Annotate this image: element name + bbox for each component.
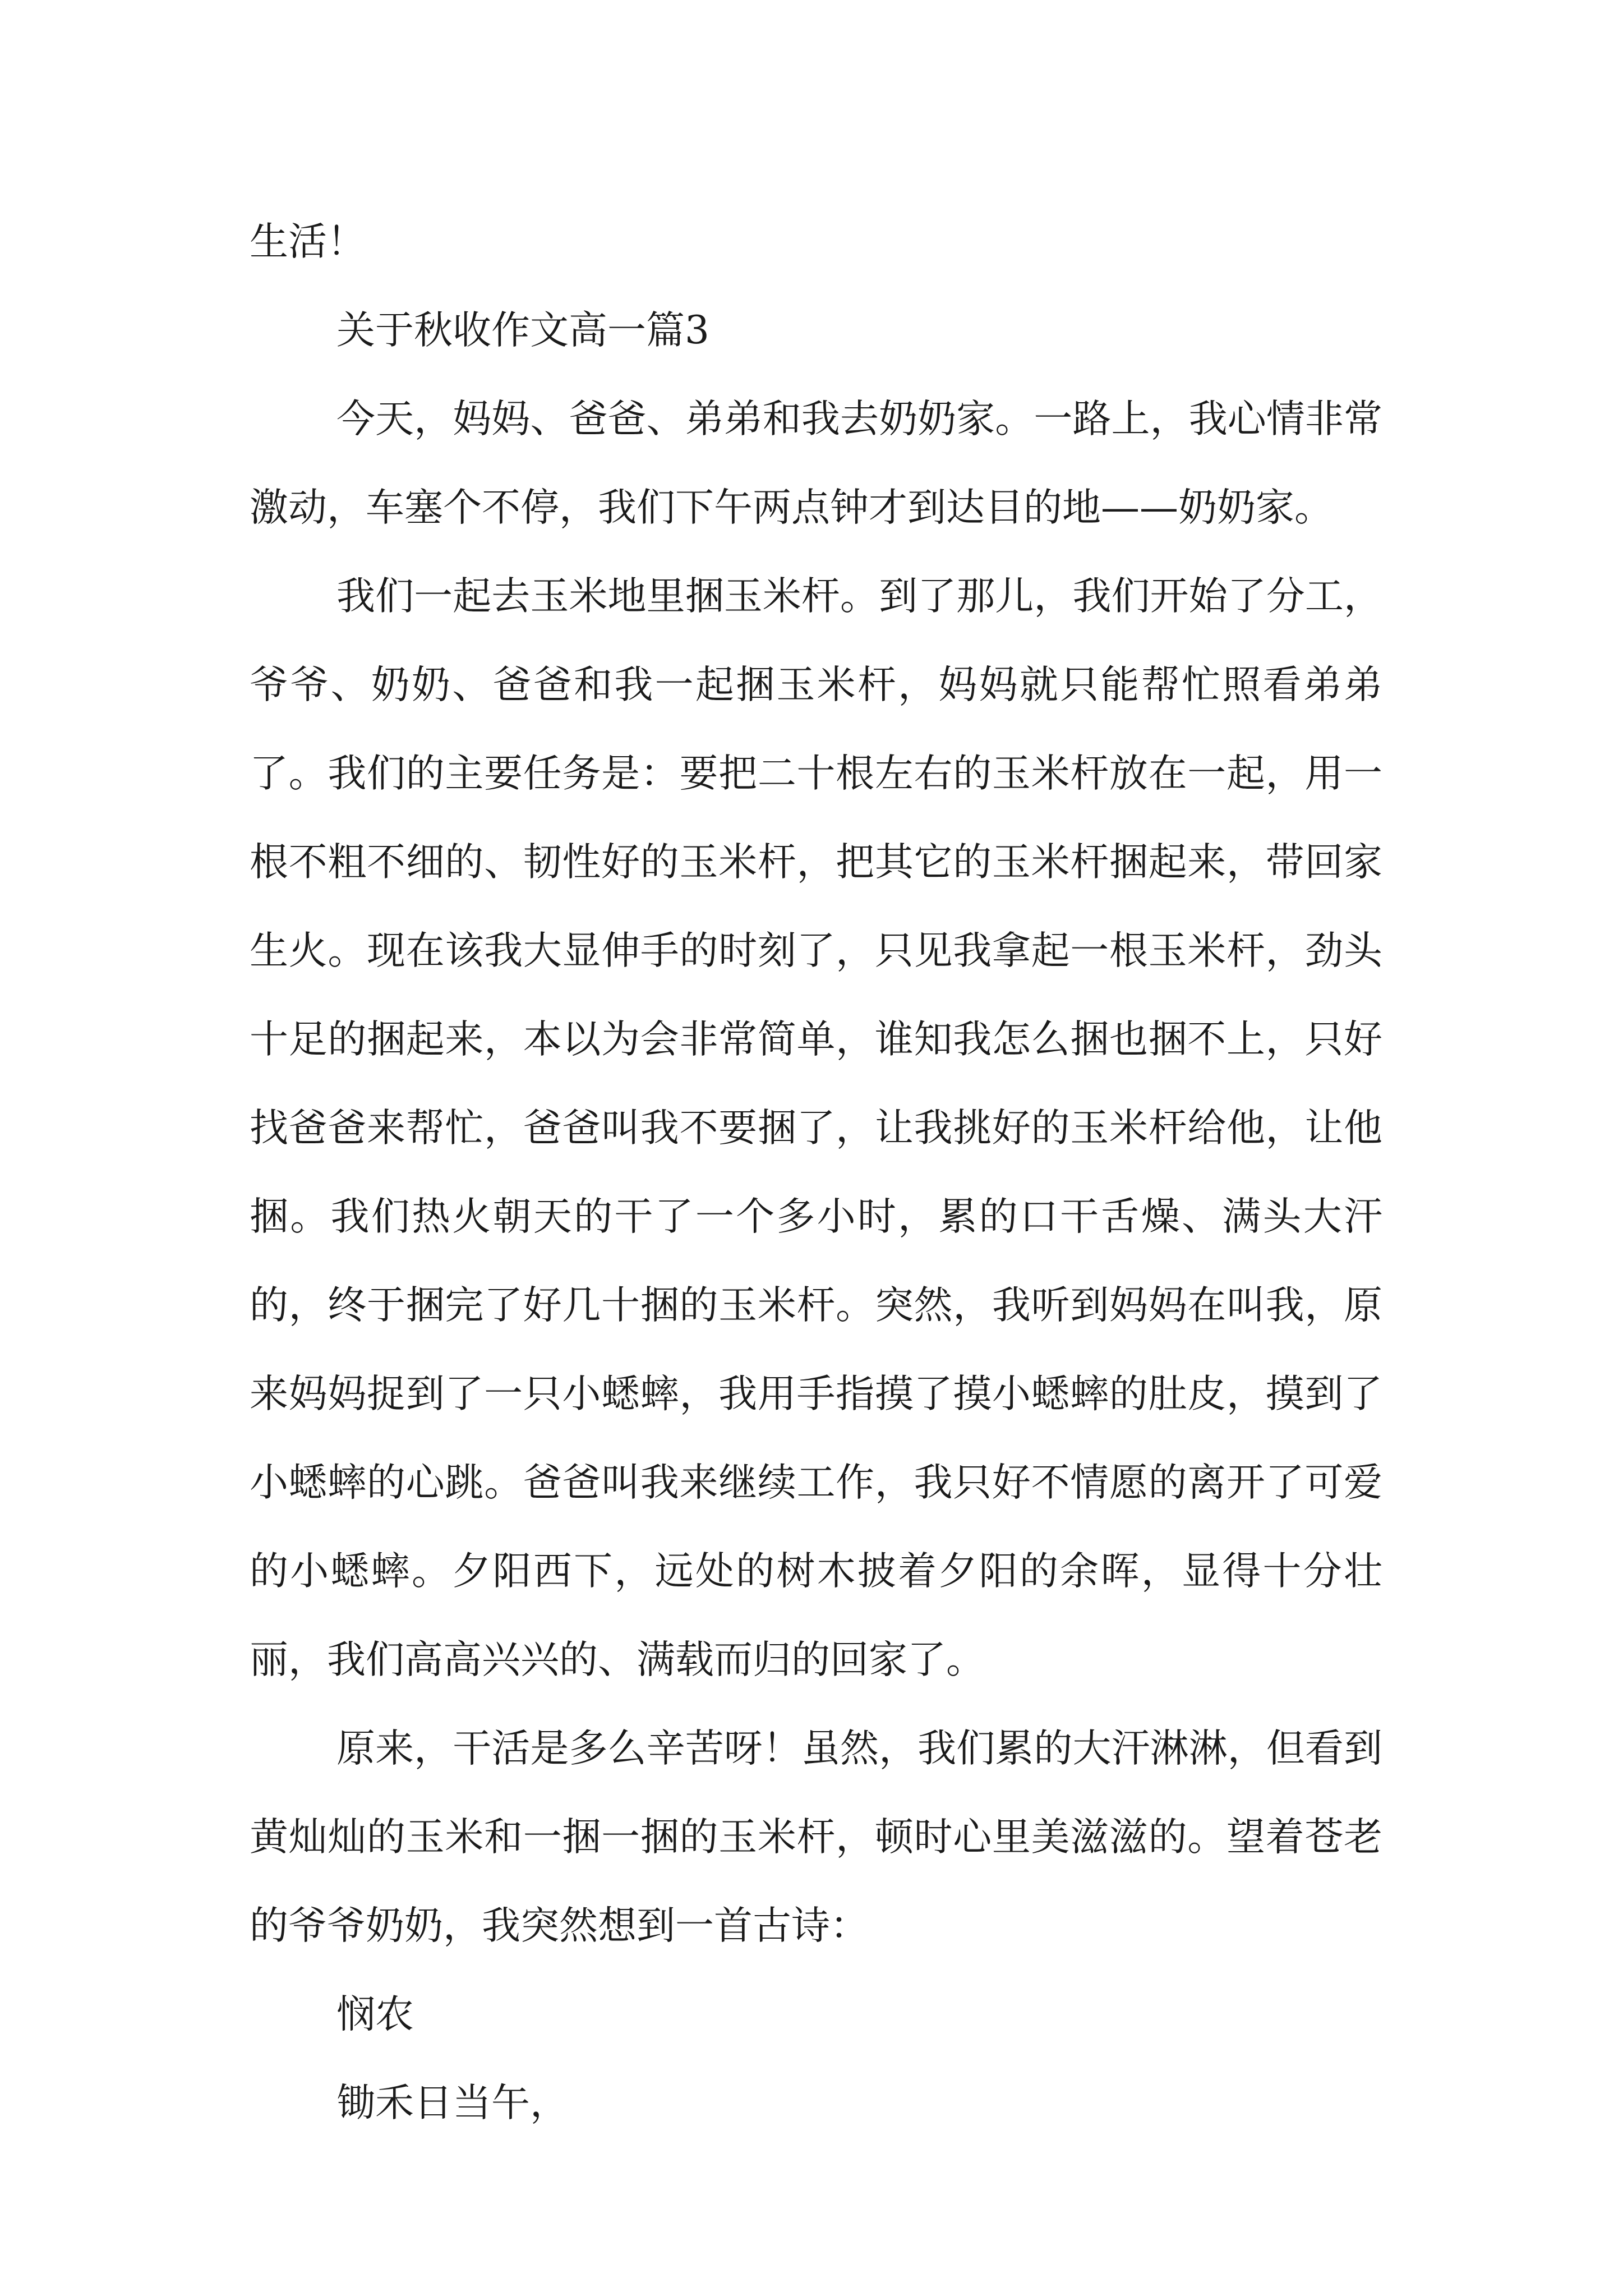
paragraph-reflection: 原来，干活是多么辛苦呀！虽然，我们累的大汗淋淋，但看到黄灿灿的玉米和一捆一捆的玉米杆，顿时心里美滋滋的。望着苍老的爷爷奶奶，我突然想到一首古诗：	[250, 1726, 1382, 1948]
document-body	[250, 197, 1382, 2147]
poem-line: 锄禾日当午，	[336, 2081, 569, 2125]
poem-title: 悯农	[336, 1992, 414, 2037]
section-heading: 关于秋收作文高一篇3	[336, 308, 709, 353]
paragraph-main: 我们一起去玉米地里捆玉米杆。到了那儿，我们开始了分工，爷爷、奶奶、爸爸和我一起捆玉米杆，妈妈就只能帮忙照看弟弟了。我们的主要任务是：要把二十根左右的玉米杆放在一起，用一根不粗不细的、韧性好的玉米杆，把其它的玉米杆捆起来，带回家生火。现在该我大显伸手的时刻了，只见我拿起一根玉米杆，劲头十足的捆起来，本以为会非常简单，谁知我怎么捆也捆不上，只好找爸爸来帮忙，爸爸叫我不要捆了，让我挑好的玉米杆给他，让他捆。我们热火朝天的干了一个多小时，累的口干舌燥、满头大汗的，终于捆完了好几十捆的玉米杆。突然，我听到妈妈在叫我，原来妈妈捉到了一只小蟋蟀，我用手指摸了摸小蟋蟀的肚皮，摸到了小蟋蟀的心跳。爸爸叫我来继续工作，我只好不情愿的离开了可爱的小蟋蟀。夕阳西下，远处的树木披着夕阳的余晖，显得十分壮丽，我们高高兴兴的、满载而归的回家了。	[250, 574, 1382, 1682]
paragraph-intro: 今天，妈妈、爸爸、弟弟和我去奶奶家。一路上，我心情非常激动，车塞个不停，我们下午两点钟才到达目的地——奶奶家。	[250, 397, 1382, 530]
paragraph-continuation: 生活！	[250, 219, 366, 264]
